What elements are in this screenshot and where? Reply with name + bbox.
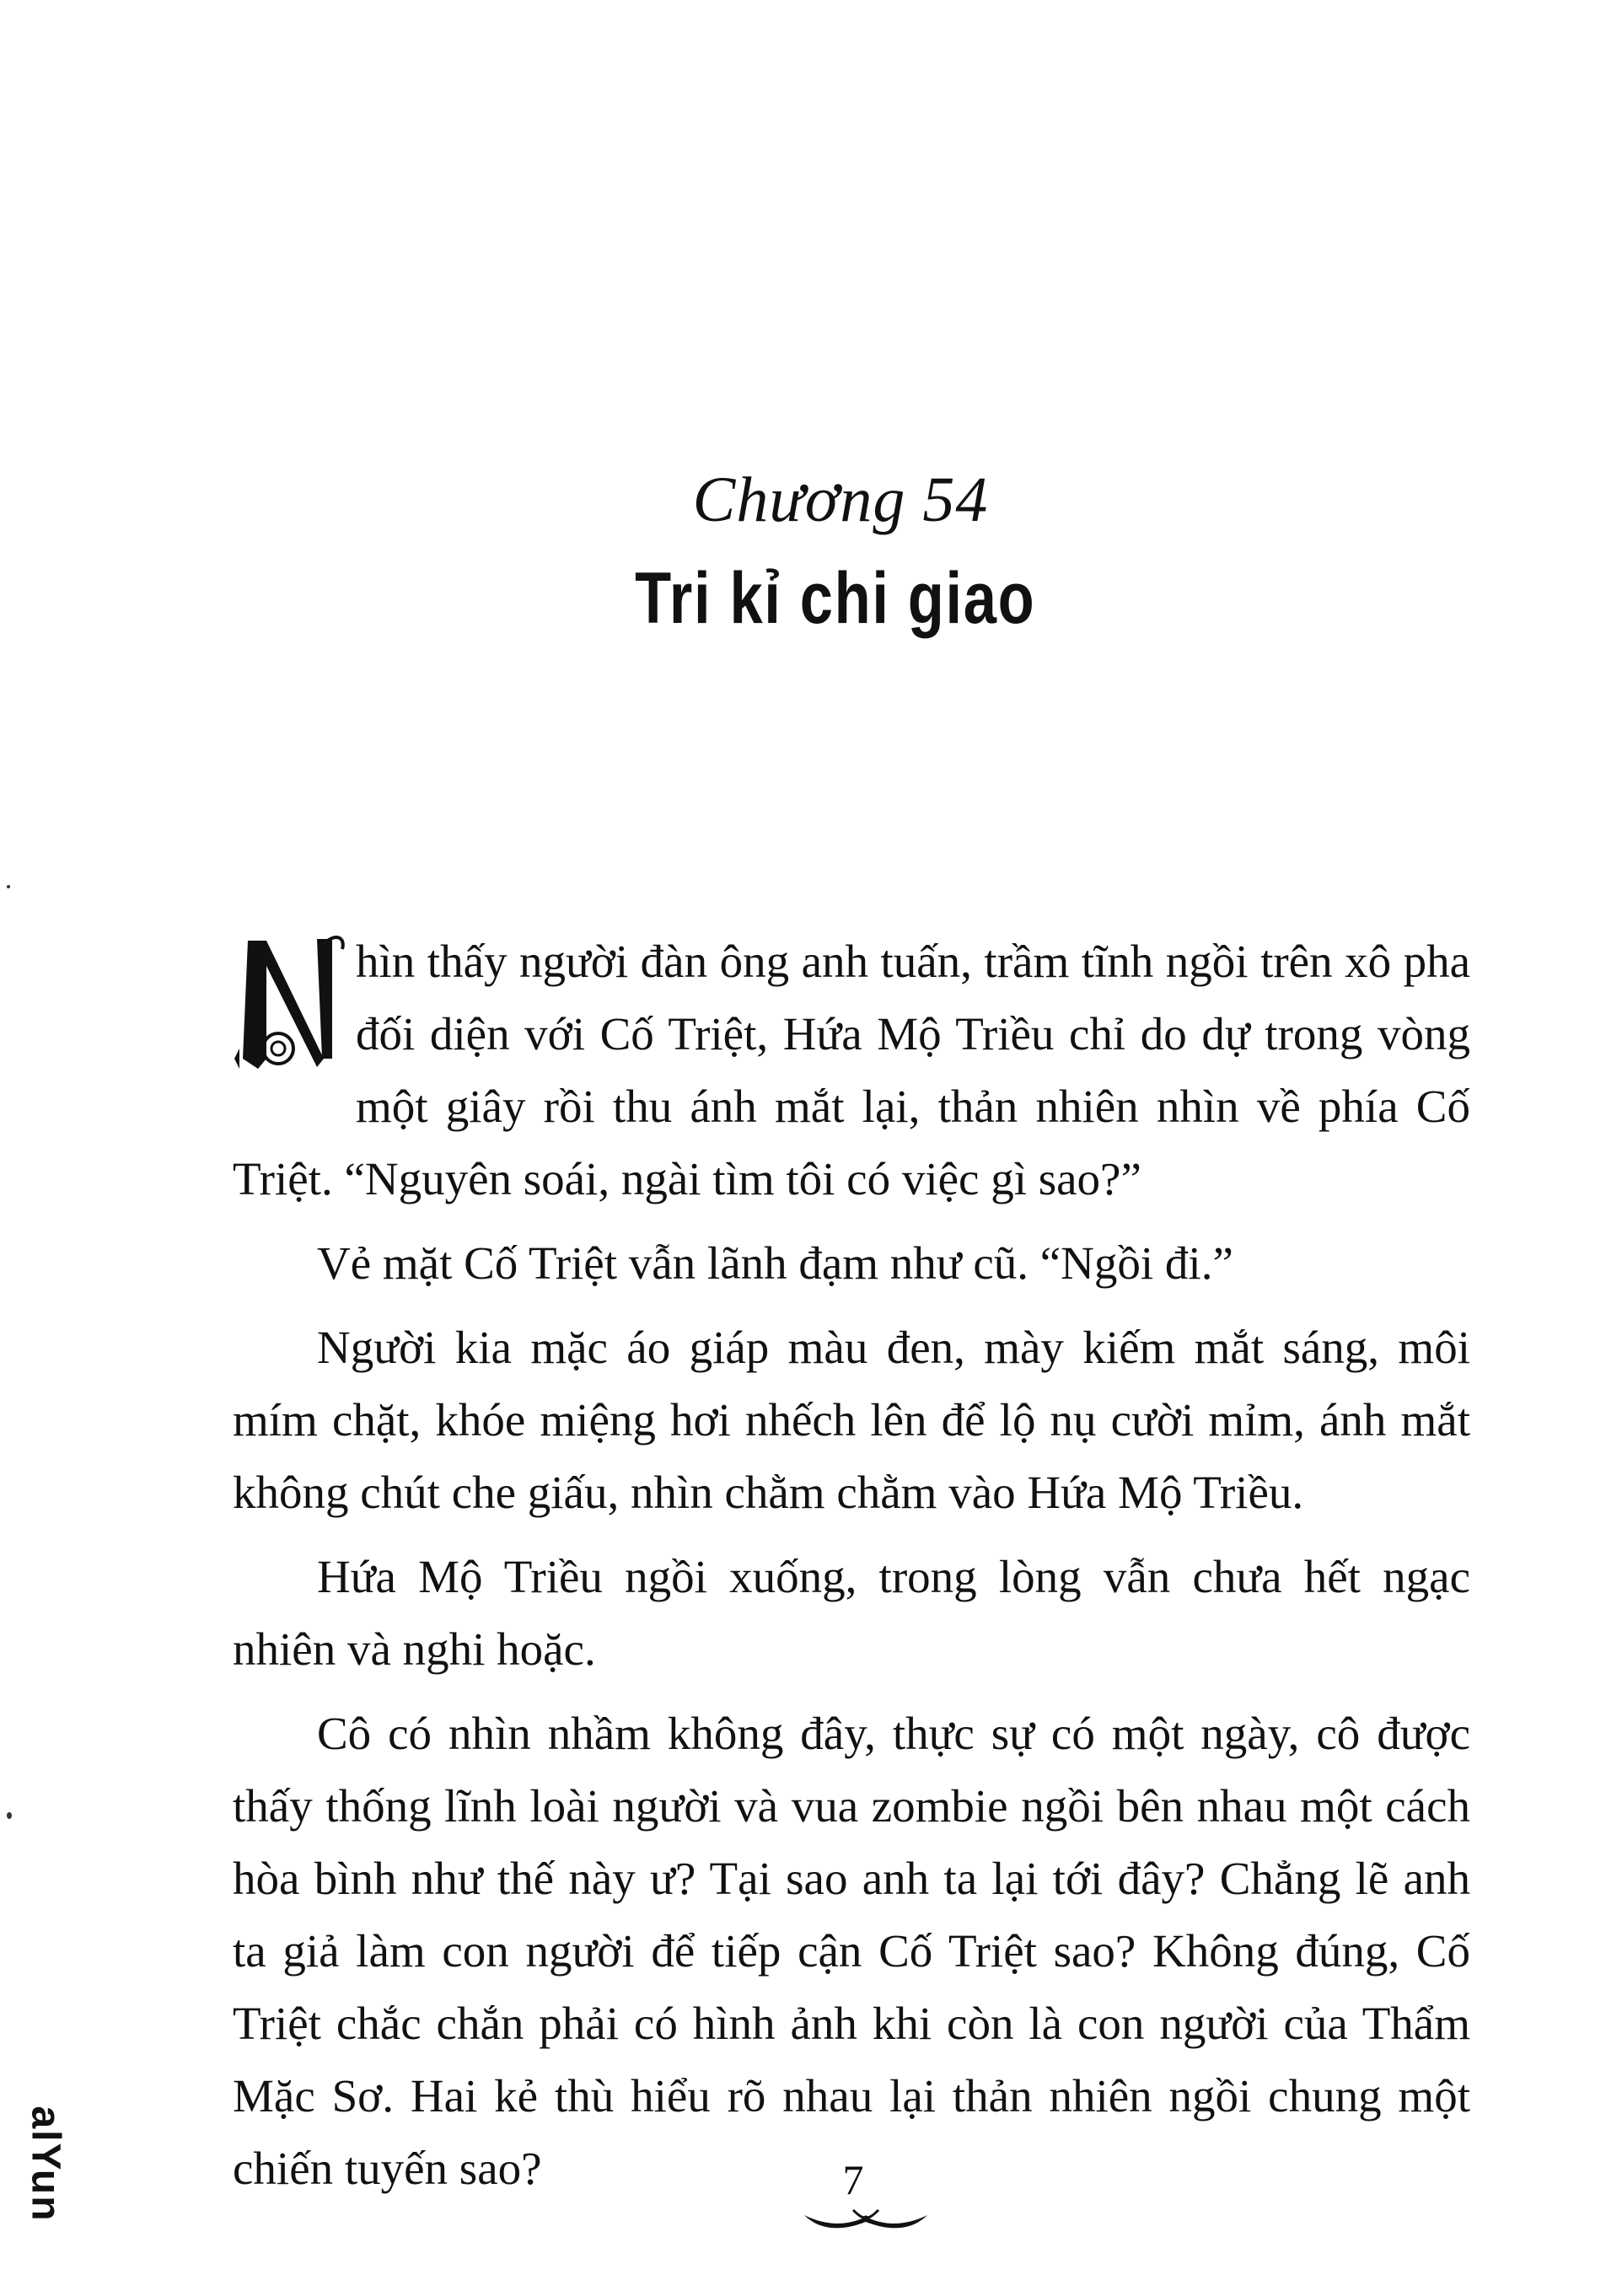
paragraph-2: Vẻ mặt Cố Triệt vẫn lãnh đạm như cũ. “Ngồi đi.” xyxy=(317,1237,1233,1289)
publisher-logo-text: alYun xyxy=(23,2106,68,2223)
paragraph-5: Cô có nhìn nhầm không đây, thực sự có một ngày, cô được thấy thống lĩnh loài người và vua zombie ngồi bên nhau một cách hòa bình như thế này ư? Tại sao anh ta lại tới đây? Chẳng lẽ anh ta giả làm con người để tiếp cận Cố Triệt sao? Không đúng, Cố Triệt chắc chắn phải có hình ảnh khi còn là con người của Thẩm Mặc Sơ. Hai kẻ thù hiểu rõ nhau lại thản nhiên ngồi chung một chiến tuyến sao? xyxy=(233,1708,1470,2194)
dropcap-ornament-icon xyxy=(233,932,347,1076)
page-ornament-icon xyxy=(803,2207,929,2232)
body-text xyxy=(233,925,1470,2217)
dropcap xyxy=(233,932,347,1076)
publisher-logo xyxy=(12,2107,79,2242)
scan-speck xyxy=(7,885,10,888)
chapter-number: Chương 54 xyxy=(692,464,989,535)
paragraph-1 xyxy=(233,925,1470,1215)
paragraph-1-text: hìn thấy người đàn ông anh tuấn, trầm tĩnh ngồi trên xô pha đối diện với Cố Triệt, Hứa Mộ Triều chỉ do dự trong vòng một giây rồi thu ánh mắt lại, thản nhiên nhìn về phía Cố Triệt. “Nguyên soái, ngài tìm tôi có việc gì sao?” xyxy=(233,936,1470,1204)
page-number: 7 xyxy=(842,2156,864,2203)
scan-speck xyxy=(7,1812,12,1819)
paragraph-4: Hứa Mộ Triều ngồi xuống, trong lòng vẫn chưa hết ngạc nhiên và nghi hoặc. xyxy=(233,1551,1470,1675)
paragraph-3: Người kia mặc áo giáp màu đen, mày kiếm mắt sáng, môi mím chặt, khóe miệng hơi nhếch lên để lộ nụ cười mỉm, ánh mắt không chút che giấu, nhìn chằm chằm vào Hứa Mộ Triều. xyxy=(233,1322,1470,1518)
chapter-title: Tri kỉ chi giao xyxy=(635,558,1036,639)
